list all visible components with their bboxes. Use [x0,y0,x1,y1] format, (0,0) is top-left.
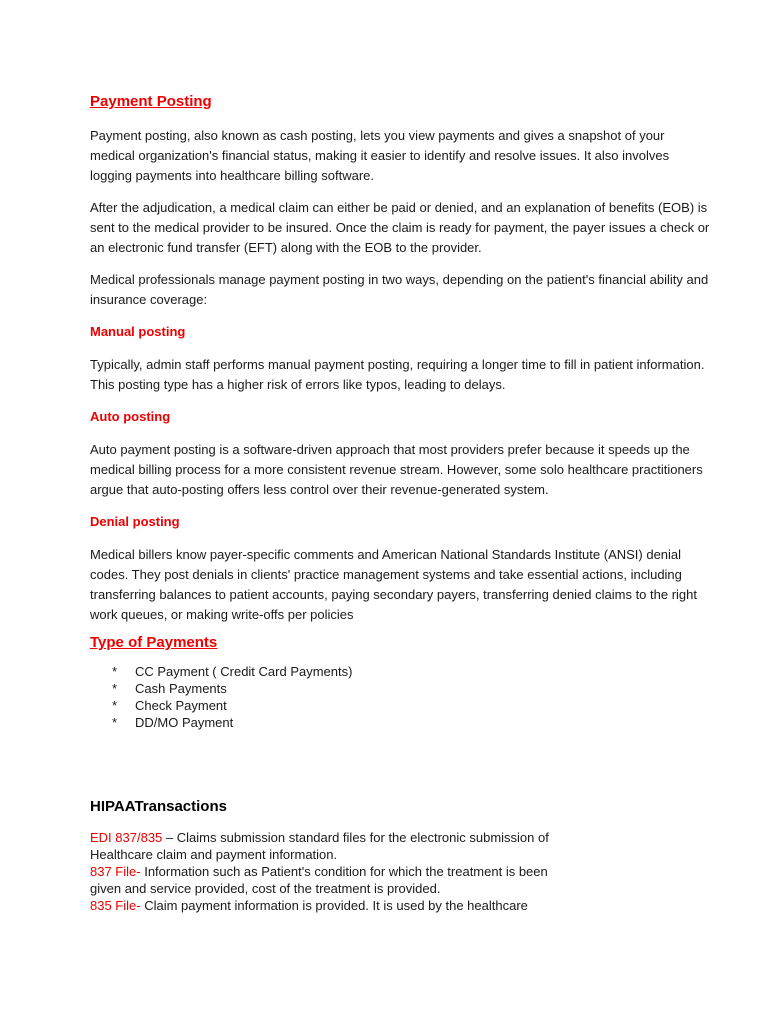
hipaa-separator: – [162,830,177,845]
denial-posting-text: Medical billers know payer-specific comments and American National Standards Institute (ANSI) denial codes. They post denials in clients' practice management systems and take essential actions, including transferring balances to patient accounts, paying secondary payers, transferring denied claims to the right work queues, or making write-offs per policies [90,547,698,622]
hipaa-entry-835 [90,897,560,914]
hipaa-entry-edi [90,829,560,863]
list-item-label: Check Payment [135,698,227,713]
intro-paragraph-2: After the adjudication, a medical claim can either be paid or denied, and an explanation of benefits (EOB) is sent to the medical provider to be insured. Once the claim is ready for payment, the payer issues a check or an electronic fund transfer (EFT) along with the EOB to the provider. [90,200,710,255]
hipaa-description: Claims submission standard files for the electronic submission of Healthcare claim and payment information. [90,830,549,862]
auto-posting-heading: Auto posting [90,409,171,424]
list-item-label: Cash Payments [135,681,227,696]
denial-posting-heading: Denial posting [90,514,180,529]
bullet-marker: * [112,715,118,730]
intro-paragraph-1: Payment posting, also known as cash posting, lets you view payments and gives a snapshot of your medical organization's financial status, making it easier to identify and resolve issues. It also involves logging payments into healthcare billing software. [90,128,670,183]
manual-posting-heading: Manual posting [90,324,186,339]
document-content [90,92,710,914]
hipaa-entry-837 [90,863,560,897]
hipaa-term: 837 File [90,864,137,879]
list-item [112,680,710,697]
hipaa-separator: - [136,864,145,879]
bullet-marker: * [112,681,118,696]
type-of-payments-heading: Type of Payments [90,634,218,651]
spacer [90,731,710,797]
payment-types-list [112,663,710,731]
hipaa-transactions-heading: HIPAATransactions [90,798,227,815]
manual-posting-text: Typically, admin staff performs manual payment posting, requiring a longer time to fill in patient information. This posting type has a higher risk of errors like typos, leading to delays. [90,357,705,392]
hipaa-description: Information such as Patient's condition for which the treatment is been given and service provided, cost of the treatment is provided. [90,864,548,896]
list-item-label: DD/MO Payment [135,715,234,730]
hipaa-entries [90,829,560,914]
list-item [112,714,710,731]
list-item [112,663,710,680]
hipaa-term: 835 File [90,898,137,913]
list-item-label: CC Payment ( Credit Card Payments) [135,664,353,679]
auto-posting-text: Auto payment posting is a software-driven approach that most providers prefer because it speeds up the medical billing process for a more consistent revenue stream. However, some solo healthcare practitioners argue that auto-posting offers less control over their revenue-generated system. [90,442,703,497]
bullet-marker: * [112,664,118,679]
payment-posting-heading: Payment Posting [90,93,212,110]
intro-paragraph-3: Medical professionals manage payment posting in two ways, depending on the patient's financial ability and insurance coverage: [90,272,709,307]
hipaa-description: Claim payment information is provided. It is used by the healthcare [144,898,528,913]
hipaa-separator: - [136,898,145,913]
hipaa-term: EDI 837/835 [90,830,163,845]
bullet-marker: * [112,698,118,713]
list-item [112,697,710,714]
